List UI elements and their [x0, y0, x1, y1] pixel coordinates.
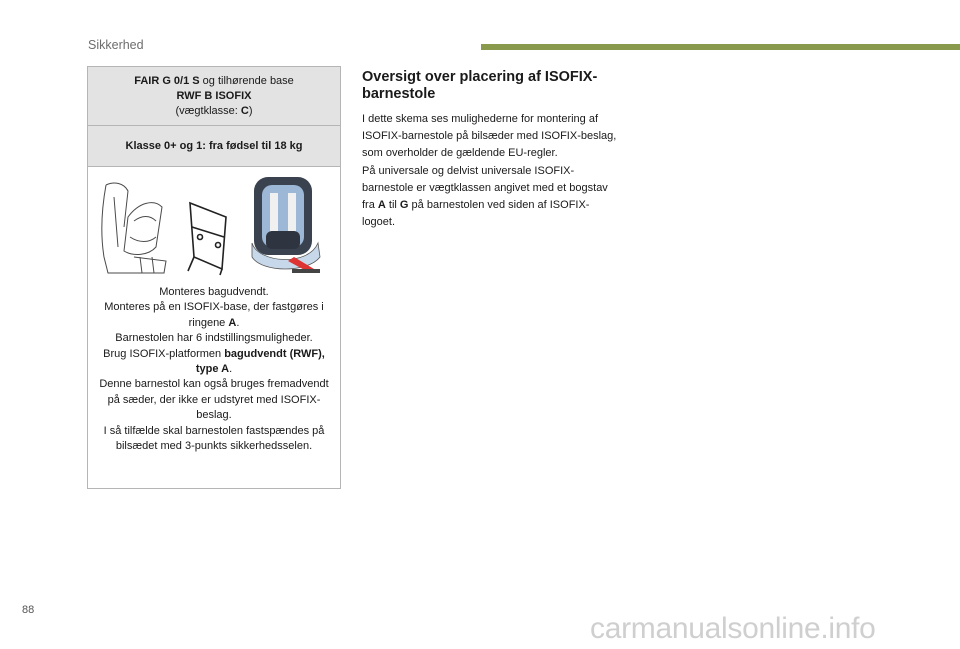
car-seat-photo [248, 173, 330, 279]
section-title: Oversigt over placering af ISOFIX-barnestole [362, 69, 598, 102]
seat-diagram-image [94, 177, 174, 277]
seat-description: Monteres bagudvendt. Monteres på en ISOFIX-base, der fastgøres i ringene A. Barnestolen har 6 indstillingsmuligheder. Brug ISOFIX-platformen bagudvendt (RWF), type A. Denne barnestol kan også bruges fremadvendt på sæder, der ikke er udstyret med ISOFIX-beslag. I så tilfælde skal barnestolen fastspændes på bilsædet med 3-punkts sikkerhedsselen. [99, 286, 329, 453]
model-suffix: og tilhørende base [199, 75, 294, 87]
seat-images [88, 167, 340, 285]
base-name: RWF B ISOFIX [176, 90, 252, 102]
model-name: FAIR G 0/1 S [134, 75, 200, 87]
header-section-label: Sikkerhed [88, 38, 144, 52]
intro-paragraph-2: På universale og delvist universale ISOFIX-barnestole er vægtklassen angivet med et bogstav fra A til G på barnestolen ved siden af ISOFIX-logoet. [362, 164, 608, 229]
model-cell [88, 67, 340, 126]
child-seat-table [87, 66, 341, 489]
age-weight-group: Klasse 0+ og 1: fra fødsel til 18 kg [88, 126, 340, 167]
page-number: 88 [22, 604, 35, 616]
header-accent-bar [481, 44, 960, 50]
intro-paragraph-1: I dette skema ses mulighederne for montering af ISOFIX-barnestole på bilsæder med ISOFIX-beslag, som overholder de gældende EU-regler. [362, 113, 617, 160]
isofix-base-image [180, 197, 236, 277]
weight-class-letter: C [240, 105, 249, 117]
section-intro [362, 111, 617, 231]
watermark: carmanualsonline.info [590, 612, 876, 645]
weight-class: (vægtklasse: C) [175, 105, 253, 117]
model-line [88, 74, 340, 89]
